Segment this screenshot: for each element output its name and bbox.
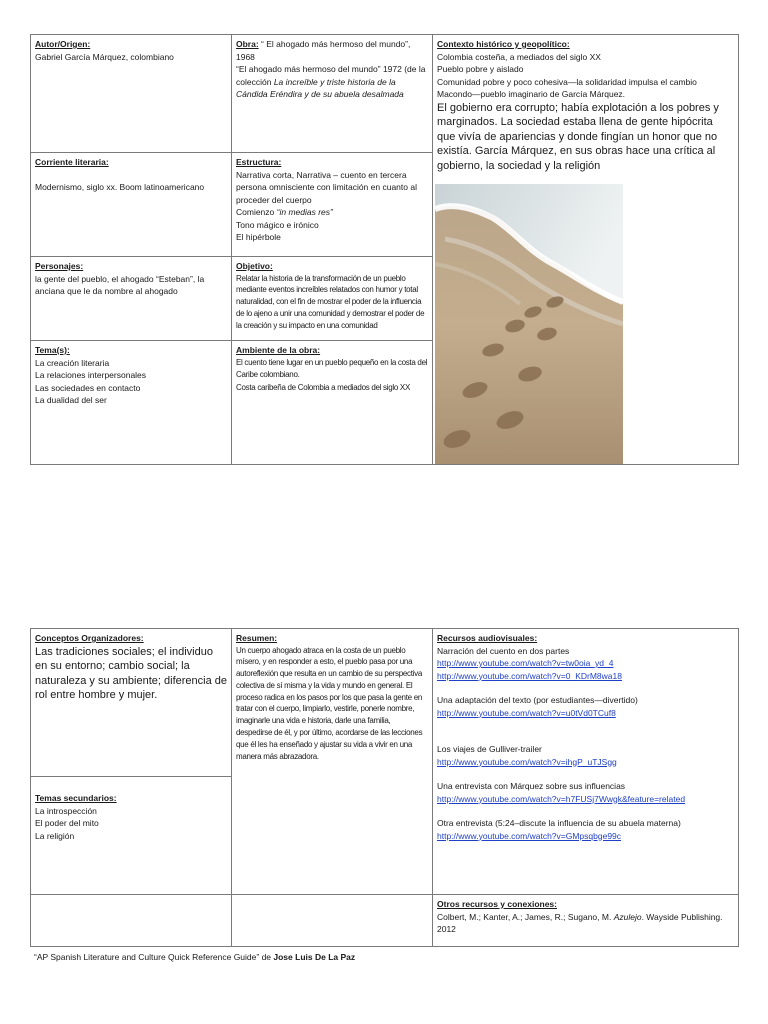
otros-citation-authors: Colbert, M.; Kanter, A.; James, R.; Sugano, M.	[437, 911, 614, 922]
video-link[interactable]: http://www.youtube.com/watch?v=ihgP_uTJSgg	[437, 756, 617, 767]
objetivo-heading: Objetivo:	[236, 261, 273, 271]
corriente-heading: Corriente literaria:	[35, 157, 109, 167]
spacer	[437, 682, 734, 694]
estructura-line2-wrap	[236, 206, 428, 219]
obra-line2-wrap	[236, 63, 428, 101]
temas-secundarios-cell	[31, 777, 232, 895]
temas-cell	[31, 341, 232, 465]
tema-item: Las sociedades en contacto	[35, 382, 141, 393]
temas-secundarios-heading: Temas secundarios:	[35, 793, 117, 803]
estructura-heading: Estructura:	[236, 157, 282, 167]
conceptos-cell	[31, 629, 232, 777]
ambiente-line1: El cuento tiene lugar en un pueblo pequeño en la costa del Caribe colombiano.	[236, 357, 428, 379]
autor-text: Gabriel García Márquez, colombiano	[35, 51, 174, 62]
contexto-line-1: Colombia costeña, a mediados del siglo XX	[437, 51, 601, 62]
video-link[interactable]: http://www.youtube.com/watch?v=tw0oia_yd_4	[437, 658, 614, 668]
contexto-critica: El gobierno era corrupto; había explotación a los pobres y marginados. La sociedad estaba llena de gente hipócrita que vivía de apariencias y donde fingían un honor que no existía. García Márquez, en sus obras hace una crítica al gobierno, la sociedad y la religión	[437, 101, 719, 172]
spacer	[437, 768, 734, 780]
info-table-bottom	[30, 628, 739, 947]
spacer	[35, 169, 227, 181]
estructura-line2-prefix: Comienzo	[236, 207, 277, 217]
spacer	[35, 780, 227, 792]
beach-footprints-photo	[435, 184, 623, 464]
autor-heading: Autor/Origen:	[35, 39, 91, 49]
contexto-line-2: Pueblo pobre y aislado	[437, 64, 524, 74]
temas-heading: Tema(s):	[35, 345, 70, 355]
spacer	[437, 731, 734, 743]
estructura-line4: El hipérbole	[236, 232, 281, 242]
resumen-text: Un cuerpo ahogado atraca en la costa de un pueblo mísero, y en responder a esto, el pueblo pasa por una autoreflexión que resulta en un cambio de su perspectiva colectiva de sí misma y la vida y mundo en general. El proceso radica en los pasos por los que pasa la gente en tratar con el cuerpo, limpiarlo, vestirle, ponerle nombre, imaginarle una vida e historia, darle una familia, despedirse de él, y por último, acordarse de las lecciones que él les ha enseñado y ajustar su vida a vivir en una manera más abrazadora.	[236, 645, 423, 761]
recurso-label: Narración del cuento en dos partes	[437, 645, 570, 656]
recurso-label: Los viajes de Gulliver-trailer	[437, 744, 542, 754]
tema-secundario-item: La introspección	[35, 805, 97, 816]
resumen-heading: Resumen:	[236, 633, 278, 643]
corriente-text: Modernismo, siglo xx. Boom latinoamericano	[35, 181, 205, 192]
spacer	[437, 805, 734, 817]
estructura-cell	[232, 153, 433, 257]
video-link[interactable]: http://www.youtube.com/watch?v=GMpsqbge99c	[437, 830, 622, 841]
conceptos-heading: Conceptos Organizadores:	[35, 633, 144, 643]
obra-cell	[232, 35, 433, 153]
empty-cell	[232, 895, 433, 947]
estructura-in-medias-res: “in medias res”	[276, 207, 333, 217]
footer-source: “AP Spanish Literature and Culture Quick Reference Guide” de	[34, 952, 274, 962]
recurso-label: Una adaptación del texto (por estudiantes—divertido)	[437, 695, 638, 705]
contexto-heading: Contexto histórico y geopolítico:	[437, 39, 570, 49]
video-link[interactable]: http://www.youtube.com/watch?v=0_KDrM8wa18	[437, 670, 622, 681]
recurso-label: Otra entrevista (5:24–discute la influencia de su abuela materna)	[437, 818, 681, 828]
video-link[interactable]: http://www.youtube.com/watch?v=u0tVd0TCuf8	[437, 707, 616, 718]
autor-cell	[31, 35, 232, 153]
resumen-cell	[232, 629, 433, 895]
otros-citation-title: Azulejo	[613, 911, 642, 922]
ambiente-cell	[232, 341, 433, 465]
video-link[interactable]: http://www.youtube.com/watch?v=h7FUSj7Wwgk&feature=related	[437, 793, 686, 804]
obra-heading: Obra:	[236, 39, 259, 49]
personajes-text: la gente del pueblo, el ahogado “Esteban”, la anciana que le da nombre al ahogado	[35, 273, 205, 296]
recursos-heading: Recursos audiovisuales:	[437, 633, 538, 643]
otros-citation-publisher: . Wayside Publishing. 2012	[437, 911, 723, 934]
tema-item: La creación literaria	[35, 357, 110, 368]
tema-secundario-item: La religión	[35, 830, 75, 841]
obra-collection-title: La increíble y triste historia de la Cándida Eréndira y de su abuela desalmada	[236, 76, 404, 99]
objetivo-text: Relatar la historia de la transformación de un pueblo mediante eventos increíbles relatados con humor y total naturalidad, con el fin de mostrar el poder de la influencia de lo ajeno a unir una comunidad y demostrar el poder de la creación y su impacto en una comunidad	[236, 273, 425, 330]
recurso-label: Una entrevista con Márquez sobre sus influencias	[437, 781, 626, 791]
page-footer	[34, 952, 355, 962]
info-table-top	[30, 34, 739, 465]
empty-cell	[31, 895, 232, 947]
objetivo-cell	[232, 257, 433, 341]
recursos-cell	[433, 629, 739, 895]
otros-text-wrap	[437, 911, 734, 936]
personajes-heading: Personajes:	[35, 261, 84, 271]
obra-line1: “ El ahogado más hermoso del mundo”, 1968	[236, 39, 411, 62]
obra-line2: “El ahogado más hermoso del mundo” 1972 (de la colección	[236, 64, 426, 87]
estructura-line1: Narrativa corta, Narrativa – cuento en tercera persona omnisciente con limitación en cuanto al proceder del cuerpo	[236, 169, 417, 205]
tema-item: La relaciones interpersonales	[35, 370, 147, 380]
personajes-cell	[31, 257, 232, 341]
spacer	[437, 719, 734, 731]
contexto-line-4: Macondo—pueblo imaginario de García Márquez.	[437, 89, 626, 99]
estructura-line3: Tono mágico e irónico	[236, 219, 319, 230]
ambiente-heading: Ambiente de la obra:	[236, 345, 321, 355]
ambiente-line2: Costa caribeña de Colombia a mediados del siglo XX	[236, 382, 410, 392]
otros-heading: Otros recursos y conexiones:	[437, 899, 557, 909]
otros-cell	[433, 895, 739, 947]
conceptos-text: Las tradiciones sociales; el individuo en su entorno; cambio social; la naturaleza y su ambiente; diferencia de rol entre hombre y mujer.	[35, 645, 228, 701]
tema-secundario-item: El poder del mito	[35, 818, 99, 828]
corriente-cell	[31, 153, 232, 257]
contexto-line-3: Comunidad pobre y poco cohesiva—la solidaridad impulsa el cambio	[437, 76, 697, 87]
footer-author: Jose Luis De La Paz	[273, 952, 356, 962]
tema-item: La dualidad del ser	[35, 395, 107, 405]
